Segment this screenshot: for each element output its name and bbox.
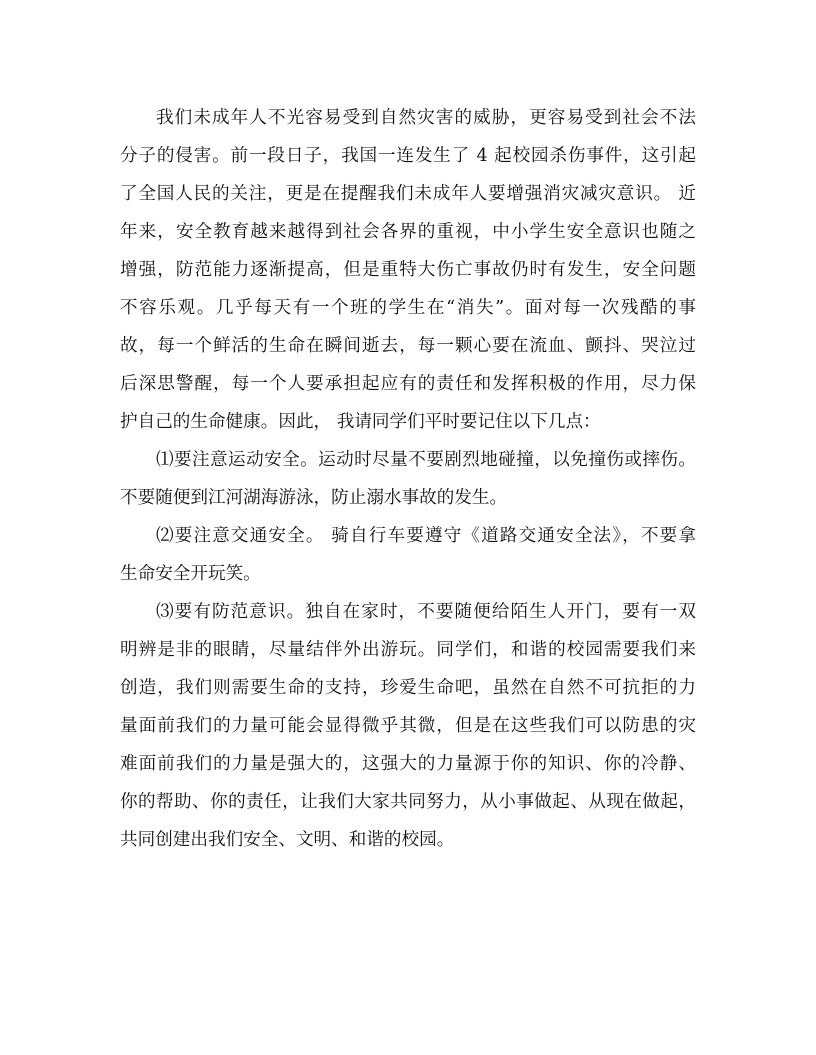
text-line: 生命安全开玩笑。 bbox=[120, 564, 261, 584]
text-line: 创造，我们则需要生命的支持，珍爱生命吧，虽然在自然不可抗拒的力 bbox=[120, 678, 696, 698]
text-line: 增强，防范能力逐渐提高，但是重特大伤亡事故仍时有发生，安全问题 bbox=[120, 260, 696, 280]
text-line: ⑵要注意交通安全。 骑自行车要遵守《道路交通安全法》，不要拿 bbox=[156, 526, 696, 546]
text-line: ⑴要注意运动安全。运动时尽量不要剧烈地碰撞，以免撞伤或摔伤。 bbox=[156, 450, 696, 470]
text-line: 量面前我们的力量可能会显得微乎其微，但是在这些我们可以防患的灾 bbox=[120, 716, 696, 736]
text-line: 共同创建出我们安全、文明、和谐的校园。 bbox=[120, 830, 455, 850]
text-line: 了全国人民的关注，更是在提醒我们未成年人要增强消灾减灾意识。 近 bbox=[120, 184, 696, 204]
text-line: 故，每一个鲜活的生命在瞬间逝去，每一颗心要在流血、颤抖、哭泣过 bbox=[120, 336, 696, 356]
text-line: 你的帮助、你的责任，让我们大家共同努力，从小事做起、从现在做起， bbox=[120, 792, 696, 812]
text-line: 后深思警醒，每一个人要承担起应有的责任和发挥积极的作用，尽力保 bbox=[120, 374, 696, 394]
text-line: 年来，安全教育越来越得到社会各界的重视，中小学生安全意识也随之 bbox=[120, 222, 696, 242]
text-line: 护自己的生命健康。因此， 我请同学们平时要记住以下几点： bbox=[120, 412, 601, 432]
text-line: 难面前我们的力量是强大的，这强大的力量源于你的知识、你的冷静、 bbox=[120, 754, 696, 774]
text-line: 我们未成年人不光容易受到自然灾害的威胁，更容易受到社会不法 bbox=[156, 108, 696, 128]
text-line: 明辨是非的眼睛，尽量结伴外出游玩。同学们，和谐的校园需要我们来 bbox=[120, 640, 696, 660]
text-line: 不容乐观。几乎每天有一个班的学生在“消失”。面对每一次残酷的事 bbox=[120, 298, 696, 318]
text-line: 不要随便到江河湖海游泳，防止溺水事故的发生。 bbox=[120, 488, 508, 508]
text-line: ⑶要有防范意识。独自在家时，不要随便给陌生人开门，要有一双 bbox=[156, 602, 696, 622]
text-line: 分子的侵害。前一段日子，我国一连发生了 4 起校园杀伤事件，这引起 bbox=[120, 146, 696, 166]
